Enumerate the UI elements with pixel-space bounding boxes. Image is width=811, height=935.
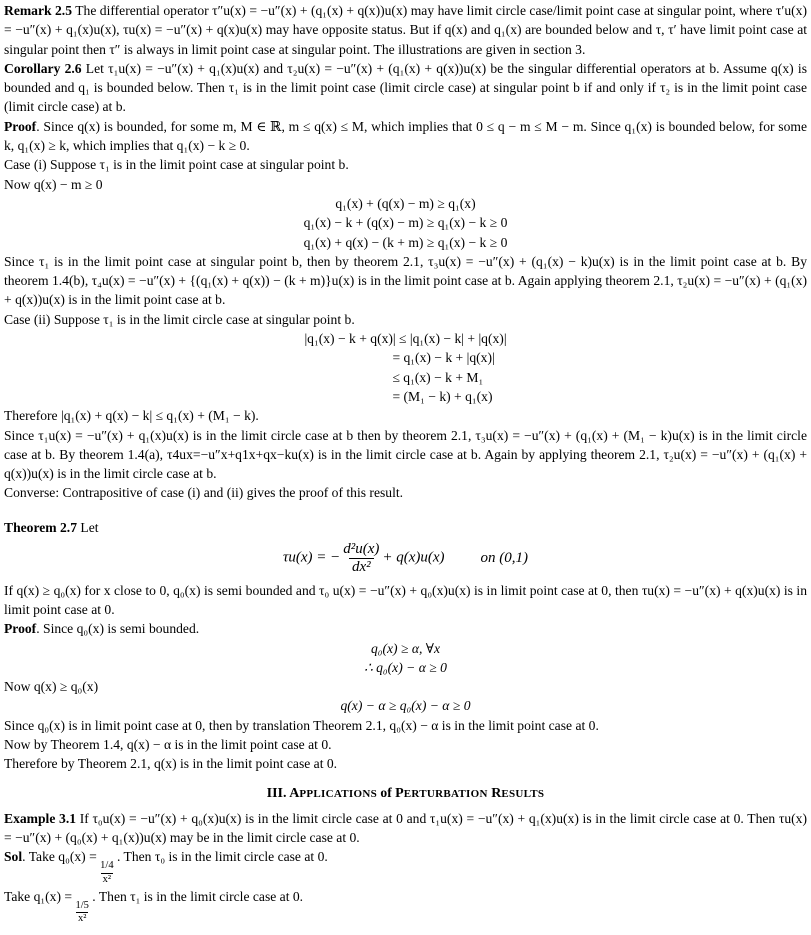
proof1-label: Proof [4,118,37,134]
remark-text: The differential operator τ″u(x) = −u″(x) + (q₁(x) + q(x))u(x) may have limit circle case/limit point case at singular point, where τ′u(x) = −u″(x) + q₁(x)u(x), τu(x) = −u″(x) + q(x)u(x) may have opposite status. But if q(x) and q₁(x) are bounded below and τ, τ′ have limit point case at singular point then τ″ is always in limit point case at singular point. The illustrations are given in section 3. [4,3,807,57]
case-ii-equations [304,329,506,406]
now-theorem-line: Now by Theorem 1.4, q(x) − α is in the limit point case at 0. [4,736,332,752]
example-paragraph [4,809,807,848]
case-i-line: Case (i) Suppose τ₁ is in the limit point case at singular point b. [4,157,349,173]
corollary-text: Let τ₁u(x) = −u″(x) + q₁(x)u(x) and τ₂u(x) = −u″(x) + (q₁(x) + q(x))u(x) be the singular differential operators at b. Assume q(x) is bounded and q₁ is bounded below. Then τ₁ is in the limit point case (limit circle case) at singular point b if and only if τ₂ is in the limit point case (limit circle case) at b. [4,60,807,115]
therefore2-line: Therefore by Theorem 2.1, q(x) is in the limit point case at 0. [4,756,338,772]
remark-label: Remark 2.5 [4,3,73,18]
heading-part-2: PPLICATIONS [299,787,378,800]
proof2-text: . Since q₀(x) is semi bounded. [36,621,200,637]
take-pre: Take q₁(x) = [4,888,76,904]
since3-line: Since q₀(x) is in limit point case at 0, then by translation Theorem 2.1, q₀(x) − α is in the limit point case at 0. [4,717,599,733]
sol-fraction-numerator: 1/4 [100,860,114,872]
sol-post: . Then τ₀ is in the limit circle case at 0. [113,849,328,865]
example-text: If τ₀u(x) = −u″(x) + q₀(x)u(x) is in the limit circle case at 0 and τ₁u(x) = −u″(x) + q₁(x)u(x) is in the limit circle case at 0. Then τu(x) = −u″(x) + (q₀(x) + q₁(x))u(x) may be in the limit circle case at 0. [4,810,807,846]
example-label: Example 3.1 [4,810,77,826]
since2-paragraph: Since τ₁u(x) = −u″(x) + q₁(x)u(x) is in the limit circle case at b then by theorem 2.1, τ₃u(x) = −u″(x) + (q₁(x) + (M₁ − k)u(x) is in the limit circle case at b. By theorem 1.4(a), τ4ux=−u″x+q1x+qx−ku(x) is in the limit circle case at b. Again by applying theorem 2.1, τ₂u(x) = −u″(x) + (q₁(x) + q(x))u(x) is in the limit circle case at b. [4,427,807,482]
heading-part-1: III. A [266,785,300,801]
section-heading [4,783,807,804]
case-ii-equation-2: = q₁(x) − k + |q(x)| [392,350,495,366]
take-line [4,887,807,926]
heading-part-5: ERTURBATION [403,787,488,800]
proof2-paragraph [4,619,807,638]
case-i-equation-2: q₁(x) − k + (q(x) − m) ≥ q₁(x) − k ≥ 0 [303,215,508,231]
theorem-label: Theorem 2.7 [4,519,77,535]
take-post: . Then τ₁ is in the limit circle case at 0. [88,888,304,904]
proof2-label: Proof [4,621,37,637]
equation-rhs: + q(x)u(x) [382,549,445,566]
case-ii-line: Case (ii) Suppose τ₁ is in the limit circle case at singular point b. [4,311,355,327]
take-fraction [75,900,88,926]
take-fraction-numerator: 1/5 [75,899,89,911]
fraction-numerator: d²u(x) [343,541,380,558]
sol-line [4,847,807,886]
sol-fraction [100,860,113,886]
converse-line: Converse: Contrapositive of case (i) and (ii) gives the proof of this result. [4,485,404,501]
heading-part-6: R [487,785,502,801]
heading-part-4: P [395,785,404,801]
corollary-label: Corollary 2.6 [4,60,82,76]
equation-domain: on (0,1) [480,549,529,566]
semi-equation-2: ∴ q₀(x) − α ≥ 0 [364,659,447,675]
theorem-paragraph [4,518,807,537]
case-ii-equation-4: = (M₁ − k) + q₁(x) [392,388,493,404]
case-ii-equation-3: ≤ q₁(x) − k + M₁ [392,369,484,385]
fraction-denominator: dx² [349,558,374,576]
now-q0-line: Now q(x) ≥ q₀(x) [4,679,99,695]
equation-lhs: τu(x) = − [282,549,341,566]
proof1-paragraph [4,117,807,156]
semi-equation-1: q₀(x) ≥ α, ∀x [370,640,441,656]
case-i-equation-1: q₁(x) + (q(x) − m) ≥ q₁(x) [335,195,476,211]
take-fraction-denominator: x² [77,913,87,925]
proof1-text: . Since q(x) is bounded, for some m, M ∈ ℝ, m ≤ q(x) ≤ M, which implies that 0 ≤ q − m ≤ M − m. Since q₁(x) is bounded below, for some k, q₁(x) ≥ k, which implies that q₁(x) − k ≥ 0. [4,118,807,154]
heading-part-7: ESULTS [501,787,545,800]
case-i-equations [4,194,807,252]
corollary-paragraph [4,59,807,117]
case-ii-equation-1: |q₁(x) − k + q(x)| ≤ |q₁(x) − k| + |q(x)| [304,331,507,347]
sol-fraction-denominator: x² [102,874,112,886]
remark-paragraph [4,1,807,59]
if-paragraph: If q(x) ≥ q₀(x) for x close to 0, q₀(x) is semi bounded and τ₀ u(x) = −u″(x) + q₀(x)u(x) is in limit point case at 0, then τu(x) = −u″(x) + q(x)u(x) is in limit point case at 0. [4,582,807,617]
since1-paragraph: Since τ₁ is in the limit point case at singular point b, then by theorem 2.1, τ₃u(x) = −u″(x) + (q₁(x) − k)u(x) is in the limit point case at b. By theorem 1.4(b), τ₄u(x) = −u″(x) + {(q₁(x) + q(x)) − (k + m)}u(x) is in the limit point case at b. Again applying theorem 2.1, τ₂u(x) = −u″(x) + (q₁(x) + q(x))u(x) is in the limit point case at b. [4,253,807,308]
theorem-text: Let [77,519,99,535]
theorem-display-equation [4,541,807,576]
sol-label: Sol [4,849,23,865]
equation-fraction [340,541,382,576]
sol-pre: . Take q₀(x) = [22,849,101,865]
semi-bounded-equations [4,639,807,678]
alpha-equation: q(x) − α ≥ q₀(x) − α ≥ 0 [340,698,471,714]
therefore1-line: Therefore |q₁(x) + q(x) − k| ≤ q₁(x) + (M₁ − k). [4,408,259,424]
case-i-equation-3: q₁(x) + q(x) − (k + m) ≥ q₁(x) − k ≥ 0 [303,234,508,250]
heading-part-3: of [377,784,396,800]
now-q-line: Now q(x) − m ≥ 0 [4,176,103,192]
